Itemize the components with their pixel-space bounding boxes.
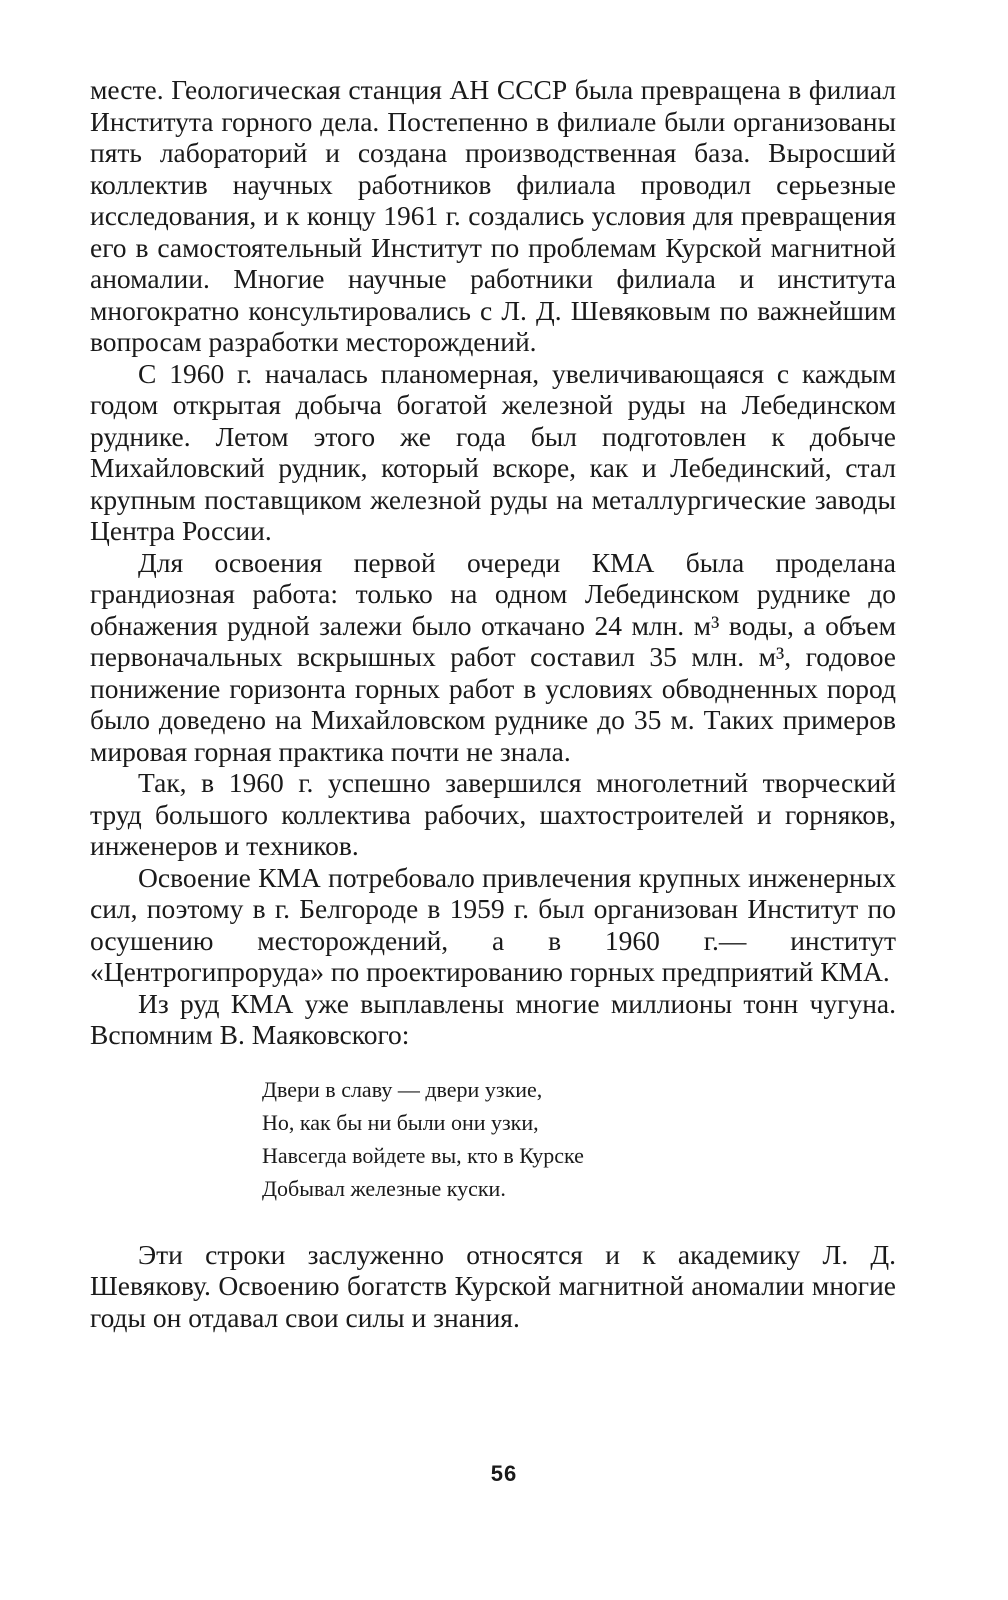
closing-paragraph: Эти строки заслуженно относятся и к академику Л. Д. Шевякову. Освоению богатств Курской магнитной аномалии многие годы он отдавал свои силы и знания. [90,1238,896,1333]
poem-quote [262,1073,896,1205]
paragraph-5: Освоение КМА потребовало привлечения крупных инженерных сил, поэтому в г. Белгороде в 1959 г. был организован Институт по осушению месторождений, а в 1960 г.— институт «Центрогипроруда» по проектированию горных предприятий КМА. [90,861,896,987]
paragraph-3: Для освоения первой очереди КМА была проделана грандиозная работа: только на одном Лебединском руднике до обнажения рудной залежи было откачано 24 млн. м³ воды, а объем первоначальных вскрышных работ составил 35 млн. м³, годовое понижение горизонта горных работ в условиях обводненных пород было доведено на Михайловском руднике до 35 м. Таких примеров мировая горная практика почти не знала. [90,546,896,767]
paragraph-1: месте. Геологическая станция АН СССР была превращена в филиал Института горного дела. Постепенно в филиале были организованы пять лабораторий и создана производственная база. Выросший коллектив научных работников филиала проводил серьезные исследования, и к концу 1961 г. создались условия для превращения его в самостоятельный Институт по проблемам Курской магнитной аномалии. Многие научные работники филиала и института многократно консультировались с Л. Д. Шевяковым по важнейшим вопросам разработки месторождений. [90,74,896,357]
page-body [90,74,896,1333]
page-number: 56 [490,1461,518,1486]
poem-line-4: Добывал железные куски. [262,1175,506,1201]
poem-line-2: Но, как бы ни были они узки, [262,1109,539,1135]
poem-line-1: Двери в славу — двери узкие, [262,1076,543,1102]
paragraph-6: Из руд КМА уже выплавлены многие миллионы тонн чугуна. Вспомним В. Маяковского: [90,987,896,1050]
paragraph-4: Так, в 1960 г. успешно завершился многолетний творческий труд большого коллектива рабочих, шахтостроителей и горняков, инженеров и техников. [90,767,896,861]
paragraph-2: С 1960 г. началась планомерная, увеличивающаяся с каждым годом открытая добыча богатой железной руды на Лебединском руднике. Летом этого же года был подготовлен к добыче Михайловский рудник, который вскоре, как и Лебединский, стал крупным поставщиком железной руды на металлургические заводы Центра России. [90,357,896,546]
poem-line-3: Навсегда войдете вы, кто в Курске [262,1142,584,1168]
